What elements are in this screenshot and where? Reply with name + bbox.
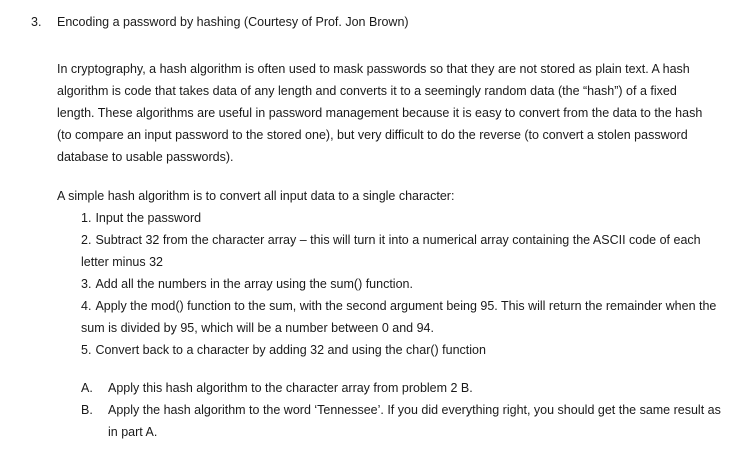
part-letter: A. [81,381,93,395]
part-text: Apply the hash algorithm to the word ‘Tennessee’. If you did everything right, you should get the same result as in part A. [108,403,721,439]
step-number: 1. [81,211,92,225]
step-number: 2. [81,233,92,247]
question-header [31,15,409,29]
step-number: 5. [81,343,92,357]
step-item [81,339,721,361]
intro-paragraph: In cryptography, a hash algorithm is often used to mask passwords so that they are not stored as plain text. A hash algorithm is code that takes data of any length and converts it to a seemingly random data (the “hash”) of a fixed length. These algorithms are useful in password management because it is easy to convert from the data to the hash (to compare an input password to the stored one), but very difficult to do the reverse (to convert a stolen password database to usable passwords). [57,62,703,164]
step-number: 3. [81,277,92,291]
step-item [81,229,721,273]
step-text: Subtract 32 from the character array – this will turn it into a numerical array containing the ASCII code of each letter minus 32 [81,233,701,269]
part-text: Apply this hash algorithm to the character array from problem 2 B. [108,381,473,395]
question-number: 3. [31,15,42,29]
part-letter: B. [81,403,93,417]
question-parts-list [81,377,721,443]
step-text: Apply the mod() function to the sum, with the second argument being 95. This will return the remainder when the sum is divided by 95, which will be a number between 0 and 94. [81,299,717,335]
question-part-a [81,377,721,399]
question-title: Encoding a password by hashing (Courtesy of Prof. Jon Brown) [57,15,409,29]
step-item [81,207,721,229]
step-item [81,295,721,339]
algorithm-steps-list [81,207,721,361]
step-item [81,273,721,295]
step-text: Add all the numbers in the array using the sum() function. [95,277,413,291]
step-text: Input the password [95,211,202,225]
lead-in-paragraph: A simple hash algorithm is to convert all input data to a single character: [57,189,455,203]
step-number: 4. [81,299,92,313]
question-part-b [81,399,721,443]
step-text: Convert back to a character by adding 32 and using the char() function [95,343,486,357]
